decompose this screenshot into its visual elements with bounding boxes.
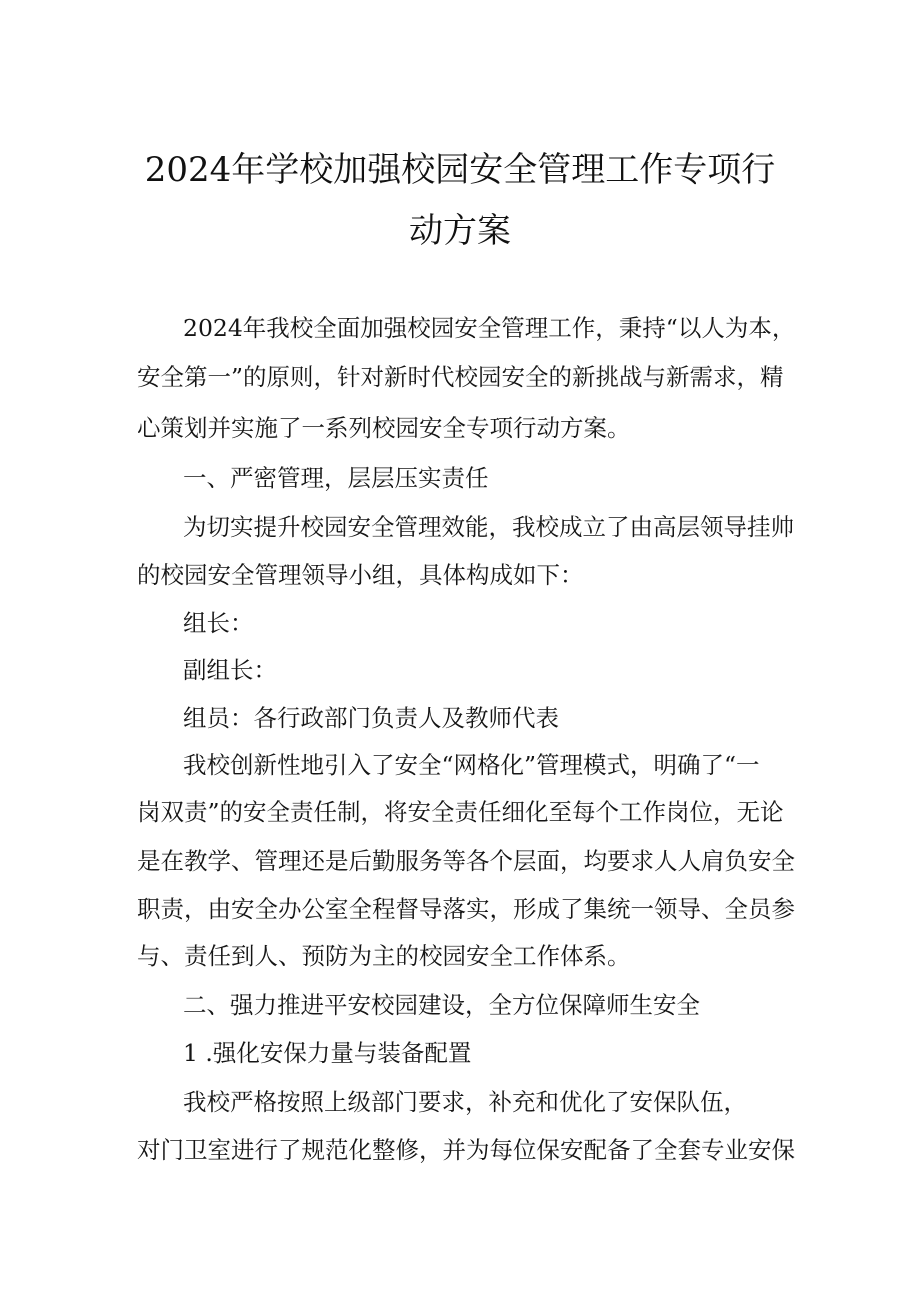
section-heading-2: 二、强力推进平安校园建设，全方位保障师生安全 (183, 991, 700, 1019)
team-leader-line: 组长： (183, 609, 254, 637)
grid-management-paragraph-line-5: 与、责任到人、预防为主的校园安全工作体系。 (137, 942, 631, 970)
document-title-line-2: 动方案 (409, 211, 511, 251)
grid-management-paragraph-line-1: 我校创新性地引入了安全“网格化”管理模式，明确了“一 (183, 751, 760, 779)
intro-paragraph-line-1: 2024年我校全面加强校园安全管理工作，秉持“以人为本， (183, 314, 796, 342)
deputy-leader-line: 副组长： (183, 656, 277, 684)
grid-management-paragraph-line-2: 岗双责”的安全责任制，将安全责任细化至每个工作岗位，无论 (137, 798, 784, 826)
grid-management-paragraph-line-3: 是在教学、管理还是后勤服务等各个层面，均要求人人肩负安全 (137, 847, 795, 875)
security-paragraph-line-2: 对门卫室进行了规范化整修，并为每位保安配备了全套专业安保 (137, 1136, 795, 1164)
document-title-line-1: 2024年学校加强校园安全管理工作专项行 (144, 150, 776, 190)
grid-management-paragraph-line-4: 职责，由安全办公室全程督导落实，形成了集统一领导、全员参 (137, 895, 795, 923)
section-heading-1: 一、严密管理，层层压实责任 (183, 464, 489, 492)
security-paragraph-line-1: 我校严格按照上级部门要求，补充和优化了安保队伍， (183, 1088, 747, 1116)
team-members-line: 组员：各行政部门负责人及教师代表 (183, 704, 559, 732)
intro-paragraph-line-3: 心策划并实施了一系列校园安全专项行动方案。 (137, 414, 631, 442)
intro-paragraph-line-2: 安全第一”的原则，针对新时代校园安全的新挑战与新需求，精 (137, 363, 784, 391)
subsection-heading-1: 1 .强化安保力量与装备配置 (183, 1039, 472, 1067)
section-1-paragraph-line-2: 的校园安全管理领导小组，具体构成如下： (137, 561, 584, 589)
section-1-paragraph-line-1: 为切实提升校园安全管理效能，我校成立了由高层领导挂帅 (183, 513, 794, 541)
